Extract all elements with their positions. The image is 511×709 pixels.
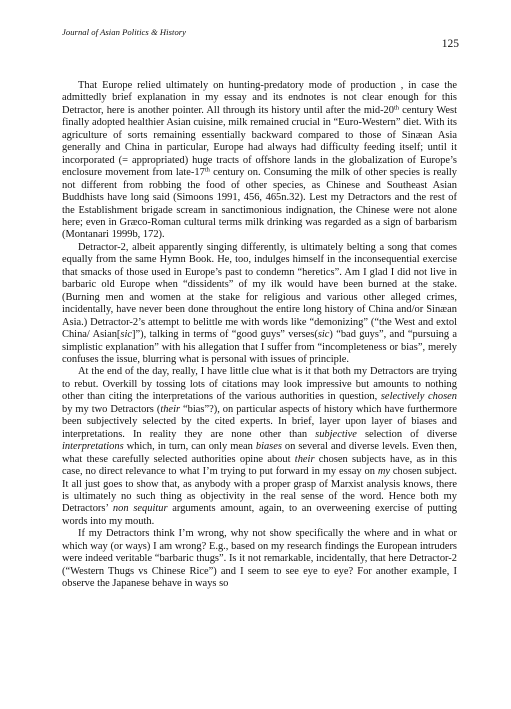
paragraph-4 xyxy=(62,528,457,590)
page-number: 125 xyxy=(441,38,459,50)
emphasis-italic: their xyxy=(294,453,315,465)
article-body xyxy=(62,80,457,591)
emphasis-italic: subjective xyxy=(315,428,357,440)
paragraph-3-text-g: chosen subjects have, as in this case, no direct relevance to what I’m trying to put forward in my essay on xyxy=(62,453,457,478)
paragraph-2-text-c: ) “bad guys”, and “pursuing a simplistic explanation” with his allegation that I suffer from “incompleteness or bias”, merely confuses the issue, blurring what is personal with issues of principle. xyxy=(62,329,457,365)
running-head: Journal of Asian Politics & History xyxy=(62,27,187,37)
emphasis-italic: my xyxy=(377,466,390,478)
paragraph-1-text-c: century on. Consuming the milk of other species is really not different from robbing the food of other species, as Chinese and Southeast Asian Buddhists have long said (Simoons 1991, 456, 465n.32). Lest my Detractors and the rest of the Establishment brigade scream in sanctimonious indignation, the Chinese were not alone here; even in Græco-Roman cultural terms milk drinking was regarded as a sign of barbarism (Montanari 1999b, 172). xyxy=(62,167,457,241)
emphasis-italic: biases xyxy=(255,441,282,453)
paragraph-1 xyxy=(62,80,457,242)
ordinal-superscript: th xyxy=(394,104,400,112)
emphasis-italic: interpretations xyxy=(62,441,124,453)
paragraph-3-text-d: selection of diverse xyxy=(356,428,458,440)
paragraph-1-text-a: That Europe relied ultimately on hunting-predatory mode of production , in case the admittedly brief explanation in my essay and its endnotes is not clear enough for this Detractor, here is another pointer. All through its history until after the mid-20 xyxy=(62,80,457,116)
emphasis-italic: selectively chosen xyxy=(380,391,457,403)
paragraph-3-text-b: by my two Detractors ( xyxy=(62,403,161,415)
emphasis-italic: their xyxy=(160,403,181,415)
ordinal-superscript: th xyxy=(204,166,210,174)
sic-italic: sic xyxy=(317,329,330,341)
emphasis-italic: non sequitur xyxy=(112,503,168,515)
paragraph-3-text-i: arguments amount, again, to an overweening exercise of putting words into my mouth. xyxy=(62,503,458,527)
paragraph-3-text-c: “bias”?), on particular aspects of history which have furthermore been subjectively selected by the cited experts. In brief, layer upon layer of biases and interpretations. In reality they are none other than xyxy=(62,403,457,440)
paragraph-3-text-h: chosen subject. It all just goes to show that, as anybody with a proper grasp of Marxist analysis knows, there is ultimately no such thing as objectivity in the real sense of the word. Hence both my Detractors’ xyxy=(62,466,457,515)
paragraph-2-text-a: Detractor-2, albeit apparently singing differently, is ultimately belting a song that comes equally from the same Hymn Book. He, too, indulges himself in the inconsequential exercise that smacks of those used in Europe’s past to condemn “heretics”. Am I glad I did not live in barbaric old Europe when “dissidents” of my ilk would have been burned at the stake. (Burning men and women at the stake for religious and various other alleged crimes, incidentally, have never been done throughout the entire long history of China and/or Sinæan Asia.) Detractor-2’s attempt to belittle me with words like “demonizing” (“the West and extol China/ Asian[ xyxy=(62,241,457,341)
paragraph-1-text-b: century West finally adopted healthier Asian cuisine, milk remained crucial in “Euro-Western” diet. With its agriculture of sorts remaining essentially backward compared to those of Sinæan Asia generally and China in particular, Europe had always had difficulty feeding itself; until it incorporated (= appropriated) huge tracts of offshore lands in the globalization of Europe’s enclosure movement from late-17 xyxy=(62,104,458,179)
paragraph-3 xyxy=(62,366,457,528)
paragraph-3-text-f: on several and diverse levels. Even then, what these carefully selected authorities opine about xyxy=(62,441,457,465)
sic-italic: sic xyxy=(120,329,133,341)
paragraph-4-text-a: If my Detractors think I’m wrong, why not show specifically the where and in what or which way (or ways) I am wrong? E.g., based on my research findings the European intruders were indeed veritable “barbaric thugs”. Is it not remarkable, incidentally, that here Detractor-2 (“Western Thugs vs Chinese Rice”) and I seem to see eye to eye? For another example, I observe the Japanese behave in ways so xyxy=(62,528,457,590)
paragraph-3-text-e: which, in turn, can only mean xyxy=(123,441,256,453)
paragraph-2-text-b: ]”), talking in terms of “good guys” verses( xyxy=(132,329,318,341)
paragraph-3-text-a: At the end of the day, really, I have little clue what is it that both my Detractors are trying to rebut. Overkill by tossing lots of citations may look impressive but amounts to nothing other than citing the interpretations of the various authorities in question, xyxy=(62,366,457,403)
paragraph-2 xyxy=(62,242,457,367)
